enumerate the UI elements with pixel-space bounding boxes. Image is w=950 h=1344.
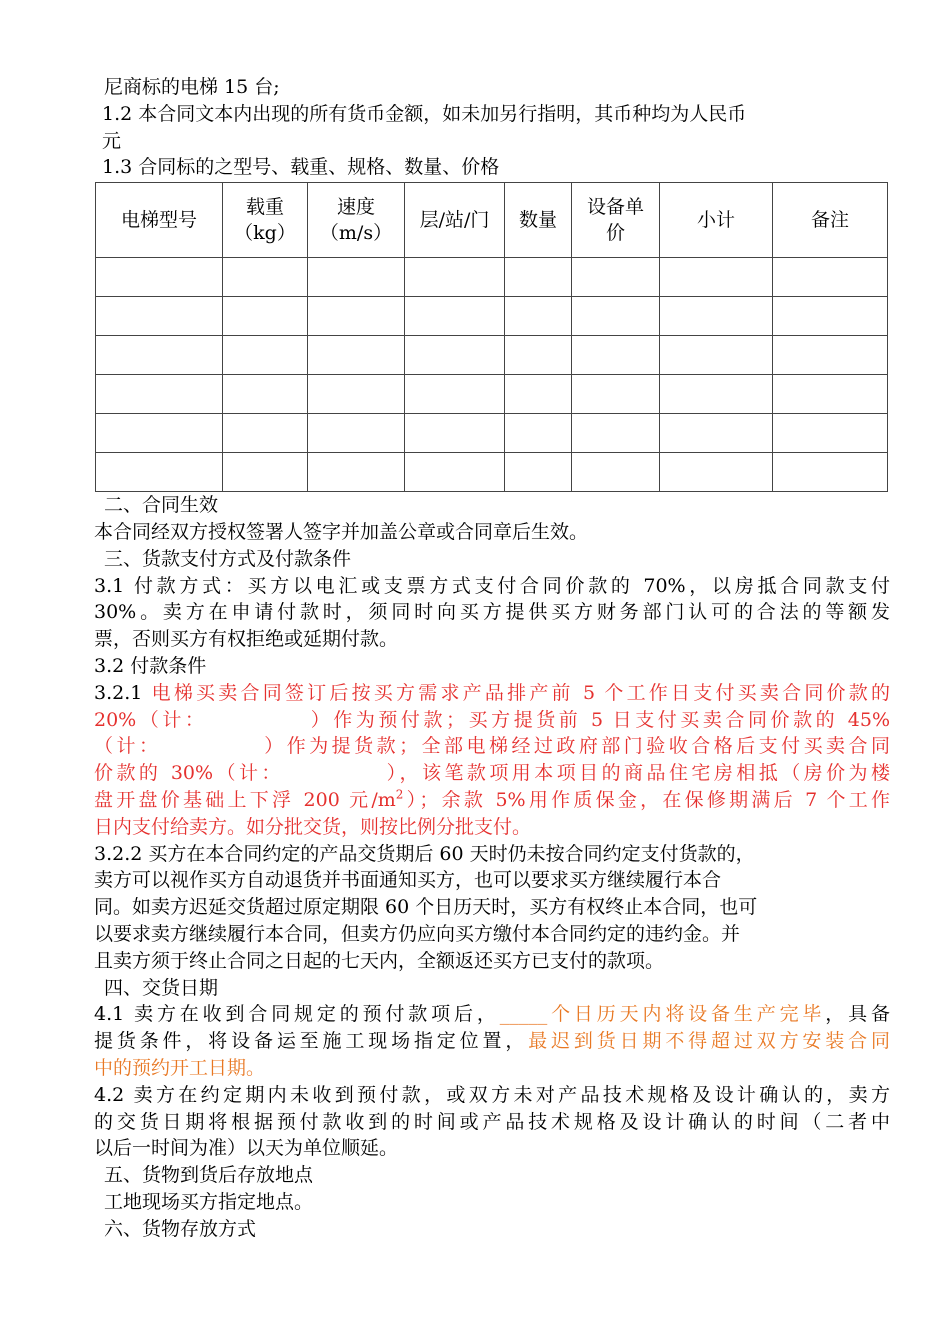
elevator-spec-table-wrapper: [95, 182, 887, 492]
table-cell[interactable]: [505, 414, 572, 453]
table-cell[interactable]: [96, 336, 223, 375]
clause-3-2-1-line-2: 20%（计： ）作为预付款；买方提货前 5 日支付买卖合同价款的 45%: [94, 708, 890, 731]
clause-1-2-line-2: 元: [102, 129, 122, 152]
table-cell[interactable]: [505, 336, 572, 375]
header-cell-quantity: 数量: [505, 183, 572, 258]
clause-4-1-line-1-a: 4.1 卖方在收到合同规定的预付款项后，: [94, 1003, 500, 1026]
header-cell-model: 电梯型号: [96, 183, 223, 258]
intro-line-1: 尼商标的电梯 15 台;: [104, 76, 280, 98]
elevator-spec-table: [95, 182, 888, 492]
clause-3-2-2-line-5: 且卖方须于终止合同之日起的七天内，全额返还买方已支付的款项。: [94, 949, 665, 972]
table-cell[interactable]: [308, 258, 405, 297]
table-cell[interactable]: [405, 414, 505, 453]
table-cell[interactable]: [96, 297, 223, 336]
header-cell-floors: 层/站/门: [405, 183, 505, 258]
table-cell[interactable]: [405, 453, 505, 492]
table-cell[interactable]: [660, 414, 773, 453]
table-cell[interactable]: [405, 258, 505, 297]
header-cell-load: 载重 （kg）: [223, 183, 308, 258]
section-5-body: 工地现场买方指定地点。: [104, 1190, 314, 1213]
table-cell[interactable]: [223, 297, 308, 336]
clause-4-1-line-1-b: _____个日历天内将设备生产完毕: [499, 1003, 826, 1026]
section-3-heading: 三、货款支付方式及付款条件: [104, 547, 352, 570]
clause-4-1-line-1: [94, 1001, 890, 1028]
header-cell-speed: 速度 （m/s）: [308, 183, 405, 258]
clause-3-2-2-line-1: 3.2.2 买方在本合同约定的产品交货期后 60 天时仍未按合同约定支付货款的，: [94, 842, 755, 865]
table-cell[interactable]: [308, 336, 405, 375]
header-cell-subtotal: 小计: [660, 183, 773, 258]
clause-3-2-1-number: 3.2.1: [94, 681, 152, 704]
section-2-heading: 二、合同生效: [104, 494, 219, 517]
table-cell[interactable]: [223, 414, 308, 453]
header-cell-unit-price: 设备单 价: [572, 183, 660, 258]
table-cell[interactable]: [96, 258, 223, 297]
clause-4-1-line-1-c: ，具备: [825, 1003, 890, 1026]
clause-3-1-line-1: 3.1 付款方式：买方以电汇或支票方式支付合同价款的 70%，以房抵合同款支付: [94, 574, 890, 597]
clause-3-2-1-line-4: 价款的 30%（计： ），该笔款项用本项目的商品住宅房相抵（房价为楼: [94, 762, 890, 785]
clause-4-1-line-3: 中的预约开工日期。: [94, 1056, 266, 1079]
table-cell[interactable]: [96, 375, 223, 414]
table-cell[interactable]: [660, 297, 773, 336]
table-cell[interactable]: [660, 375, 773, 414]
clause-4-2-line-3: 以后一时间为准）以天为单位顺延。: [94, 1137, 399, 1160]
table-cell[interactable]: [505, 297, 572, 336]
clause-3-2-1-line-6: 日内支付给卖方。如分批交货，则按比例分批支付。: [94, 815, 532, 838]
section-4-heading: 四、交货日期: [104, 976, 219, 999]
clause-4-1-line-2-b: 最迟到货日期不得超过双方安装合同: [528, 1030, 890, 1053]
table-cell[interactable]: [773, 414, 888, 453]
clause-3-2-1-line-3: （计： ）作为提货款；全部电梯经过政府部门验收合格后支付买卖合同: [94, 735, 890, 758]
clause-3-1-line-2: 30%。卖方在申请付款时，须同时向买方提供买方财务部门认可的合法的等额发: [94, 601, 890, 624]
document-page: [94, 74, 890, 1243]
table-cell[interactable]: [505, 375, 572, 414]
clause-3-2-2-line-3: 同。如卖方迟延交货超过原定期限 60 个日历天时，买方有权终止本合同，也可: [94, 896, 758, 919]
clause-3-1-line-3: 票，否则买方有权拒绝或延期付款。: [94, 628, 399, 651]
clause-3-2-2-line-2: 卖方可以视作买方自动退货并书面通知买方，也可以要求买方继续履行本合: [94, 869, 722, 892]
header-cell-remarks: 备注: [773, 183, 888, 258]
clause-1-2-line-1: 1.2 本合同文本内出现的所有货币金额，如未加另行指明，其币种均为人民币: [102, 102, 747, 125]
table-cell[interactable]: [660, 336, 773, 375]
table-cell[interactable]: [405, 336, 505, 375]
clause-3-2-1-text: 电梯买卖合同签订后按买方需求产品排产前 5 个工作日支付买卖合同价款的: [151, 681, 890, 704]
table-cell[interactable]: [773, 375, 888, 414]
table-cell[interactable]: [405, 297, 505, 336]
table-cell[interactable]: [308, 414, 405, 453]
table-cell[interactable]: [223, 375, 308, 414]
table-cell[interactable]: [223, 336, 308, 375]
clause-3-2-1-line-5: [94, 787, 890, 814]
clause-4-1-line-2-a: 提货条件，将设备运至施工现场指定位置，: [94, 1030, 529, 1053]
clause-3-2-heading: 3.2 付款条件: [94, 654, 207, 677]
table-header-row: [96, 183, 888, 258]
table-cell[interactable]: [773, 336, 888, 375]
table-row: [96, 258, 888, 297]
section-5-heading: 五、货物到货后存放地点: [104, 1164, 314, 1187]
clause-3-2-2-line-4: 以要求卖方继续履行本合同，但卖方仍应向买方缴付本合同约定的违约金。并: [94, 922, 741, 945]
table-row: [96, 414, 888, 453]
section-2-body: 本合同经双方授权签署人签字并加盖公章或合同章后生效。: [94, 520, 589, 543]
table-cell[interactable]: [773, 453, 888, 492]
table-cell[interactable]: [505, 453, 572, 492]
table-cell[interactable]: [572, 258, 660, 297]
table-cell[interactable]: [308, 375, 405, 414]
table-cell[interactable]: [660, 258, 773, 297]
table-cell[interactable]: [773, 297, 888, 336]
table-cell[interactable]: [572, 336, 660, 375]
table-cell[interactable]: [223, 258, 308, 297]
clause-1-3-title: 1.3 合同标的之型号、载重、规格、数量、价格: [102, 156, 500, 179]
table-row: [96, 375, 888, 414]
clause-4-2-line-2: 的交货日期将根据预付款收到的时间或产品技术规格及设计确认的时间（二者中: [94, 1110, 890, 1133]
table-cell[interactable]: [773, 258, 888, 297]
table-cell[interactable]: [308, 453, 405, 492]
table-cell[interactable]: [572, 453, 660, 492]
table-row: [96, 297, 888, 336]
clause-4-1-line-2: [94, 1028, 890, 1055]
table-cell[interactable]: [223, 453, 308, 492]
clause-3-2-1-line-5-b: ）；余款 5%用作质保金，在保修期满后 7 个工作: [403, 788, 890, 811]
square-superscript: 2: [395, 787, 404, 802]
section-6-heading: 六、货物存放方式: [104, 1217, 257, 1240]
table-cell[interactable]: [505, 258, 572, 297]
table-row: [96, 453, 888, 492]
table-cell[interactable]: [405, 375, 505, 414]
clause-3-2-1-line-5-a: 盘开盘价基础上下浮 200 元/m: [94, 788, 396, 811]
table-cell[interactable]: [96, 414, 223, 453]
table-cell[interactable]: [660, 453, 773, 492]
table-cell[interactable]: [308, 297, 405, 336]
table-row: [96, 336, 888, 375]
clause-4-2-line-1: 4.2 卖方在约定期内未收到预付款，或双方未对产品技术规格及设计确认的，卖方: [94, 1083, 890, 1106]
table-cell[interactable]: [572, 375, 660, 414]
table-cell[interactable]: [96, 453, 223, 492]
table-cell[interactable]: [572, 414, 660, 453]
table-cell[interactable]: [572, 297, 660, 336]
clause-3-2-1-line-1: [94, 680, 890, 707]
